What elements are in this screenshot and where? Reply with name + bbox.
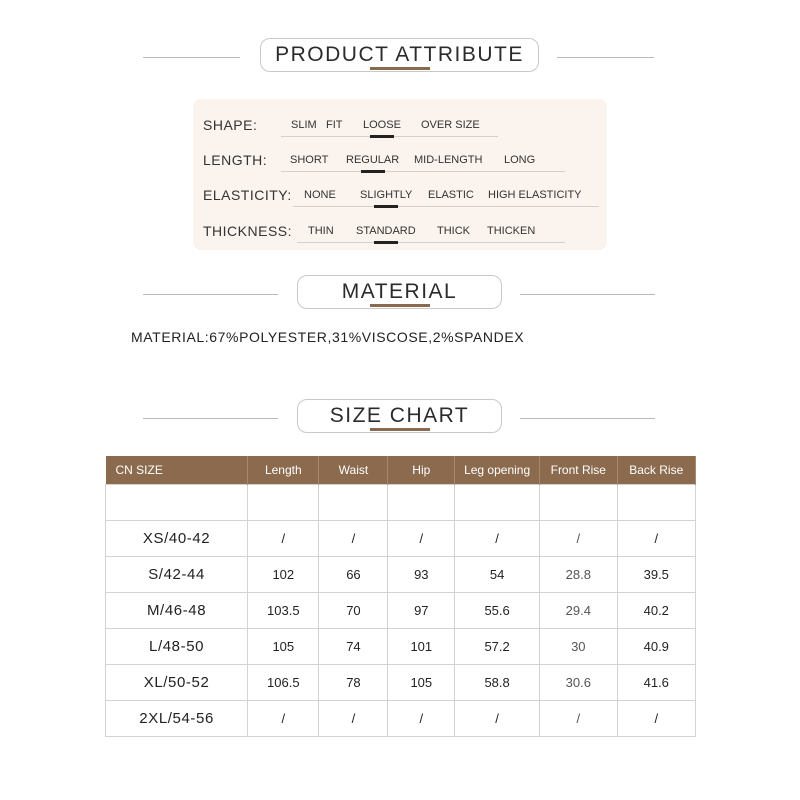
table-cell: 105 xyxy=(248,629,319,665)
table-cell: 70 xyxy=(319,593,388,629)
attribute-row xyxy=(193,109,607,139)
column-header: Leg opening xyxy=(455,456,540,485)
table-row xyxy=(106,701,696,737)
column-header: CN SIZE xyxy=(106,456,248,485)
title-accent-bar xyxy=(370,304,430,307)
table-cell: 30 xyxy=(540,629,618,665)
product-attribute-header xyxy=(0,38,800,78)
attribute-label: ELASTICITY: xyxy=(203,187,292,203)
table-cell: / xyxy=(319,521,388,557)
table-cell: / xyxy=(617,521,695,557)
table-cell: 54 xyxy=(455,557,540,593)
table-cell xyxy=(540,485,618,521)
attribute-option: FIT xyxy=(326,119,343,131)
table-cell: 106.5 xyxy=(248,665,319,701)
size-label-cell: 2XL/54-56 xyxy=(106,701,248,737)
table-cell: / xyxy=(540,521,618,557)
table-cell: 55.6 xyxy=(455,593,540,629)
section-title: PRODUCT ATTRIBUTE xyxy=(260,38,539,72)
material-header xyxy=(0,275,800,315)
table-row xyxy=(106,485,696,521)
divider-line xyxy=(143,294,278,295)
size-label-cell: S/42-44 xyxy=(106,557,248,593)
attribute-option: LONG xyxy=(504,154,536,166)
attribute-panel xyxy=(193,99,607,250)
attribute-row xyxy=(193,144,607,174)
table-cell: 105 xyxy=(388,665,455,701)
attribute-option: OVER SIZE xyxy=(421,119,480,131)
size-label-cell: M/46-48 xyxy=(106,593,248,629)
size-label-cell: L/48-50 xyxy=(106,629,248,665)
table-cell: / xyxy=(540,701,618,737)
attribute-option: MID-LENGTH xyxy=(414,154,483,166)
selected-indicator xyxy=(374,205,398,208)
table-row xyxy=(106,629,696,665)
table-cell: / xyxy=(319,701,388,737)
attribute-underline xyxy=(297,242,565,243)
table-cell: 78 xyxy=(319,665,388,701)
attribute-label: THICKNESS: xyxy=(203,223,293,239)
attribute-option: ELASTIC xyxy=(428,189,474,201)
table-cell: / xyxy=(248,521,319,557)
section-title: MATERIAL xyxy=(297,275,502,309)
attribute-underline xyxy=(281,171,565,172)
table-cell xyxy=(106,485,248,521)
table-cell: / xyxy=(455,701,540,737)
table-cell: 30.6 xyxy=(540,665,618,701)
table-cell: 29.4 xyxy=(540,593,618,629)
column-header: Hip xyxy=(388,456,455,485)
divider-line xyxy=(520,418,655,419)
table-row xyxy=(106,557,696,593)
table-cell: / xyxy=(388,701,455,737)
divider-line xyxy=(143,418,278,419)
attribute-option: SLIM xyxy=(291,119,317,131)
table-cell: 40.9 xyxy=(617,629,695,665)
table-header-row xyxy=(106,456,696,485)
table-cell: / xyxy=(248,701,319,737)
table-cell: 58.8 xyxy=(455,665,540,701)
size-label-cell: XS/40-42 xyxy=(106,521,248,557)
attribute-option: NONE xyxy=(304,189,336,201)
size-chart-header xyxy=(0,399,800,439)
table-cell: / xyxy=(455,521,540,557)
divider-line xyxy=(143,57,240,58)
divider-line xyxy=(520,294,655,295)
attribute-option: THIN xyxy=(308,225,334,237)
column-header: Length xyxy=(248,456,319,485)
attribute-option: HIGH ELASTICITY xyxy=(488,189,582,201)
size-chart-table xyxy=(105,456,696,737)
selected-indicator xyxy=(374,241,398,244)
table-cell: 97 xyxy=(388,593,455,629)
table-cell: 103.5 xyxy=(248,593,319,629)
table-cell: 66 xyxy=(319,557,388,593)
table-cell: / xyxy=(388,521,455,557)
size-label-cell: XL/50-52 xyxy=(106,665,248,701)
divider-line xyxy=(557,57,654,58)
attribute-option: THICK xyxy=(437,225,470,237)
column-header: Back Rise xyxy=(617,456,695,485)
attribute-option: LOOSE xyxy=(363,119,401,131)
table-cell: 39.5 xyxy=(617,557,695,593)
table-cell: 40.2 xyxy=(617,593,695,629)
table-cell xyxy=(319,485,388,521)
attribute-label: LENGTH: xyxy=(203,152,268,168)
selected-indicator xyxy=(361,170,385,173)
table-row xyxy=(106,593,696,629)
material-composition: MATERIAL:67%POLYESTER,31%VISCOSE,2%SPANDEX xyxy=(131,329,525,345)
table-cell: 93 xyxy=(388,557,455,593)
attribute-option: STANDARD xyxy=(356,225,416,237)
column-header: Waist xyxy=(319,456,388,485)
table-cell: / xyxy=(617,701,695,737)
attribute-row xyxy=(193,215,607,245)
column-header: Front Rise xyxy=(540,456,618,485)
table-cell: 74 xyxy=(319,629,388,665)
table-cell: 101 xyxy=(388,629,455,665)
table-cell: 57.2 xyxy=(455,629,540,665)
attribute-row xyxy=(193,179,607,209)
table-cell: 102 xyxy=(248,557,319,593)
attribute-option: THICKEN xyxy=(487,225,536,237)
table-row xyxy=(106,665,696,701)
table-cell xyxy=(617,485,695,521)
table-cell: 41.6 xyxy=(617,665,695,701)
title-accent-bar xyxy=(370,67,430,70)
title-accent-bar xyxy=(370,428,430,431)
selected-indicator xyxy=(370,135,394,138)
attribute-option: REGULAR xyxy=(346,154,399,166)
table-cell xyxy=(248,485,319,521)
table-cell xyxy=(455,485,540,521)
table-cell: 28.8 xyxy=(540,557,618,593)
table-cell xyxy=(388,485,455,521)
table-row xyxy=(106,521,696,557)
attribute-label: SHAPE: xyxy=(203,117,258,133)
attribute-underline xyxy=(293,206,599,207)
attribute-option: SLIGHTLY xyxy=(360,189,412,201)
section-title: SIZE CHART xyxy=(297,399,502,433)
attribute-option: SHORT xyxy=(290,154,329,166)
